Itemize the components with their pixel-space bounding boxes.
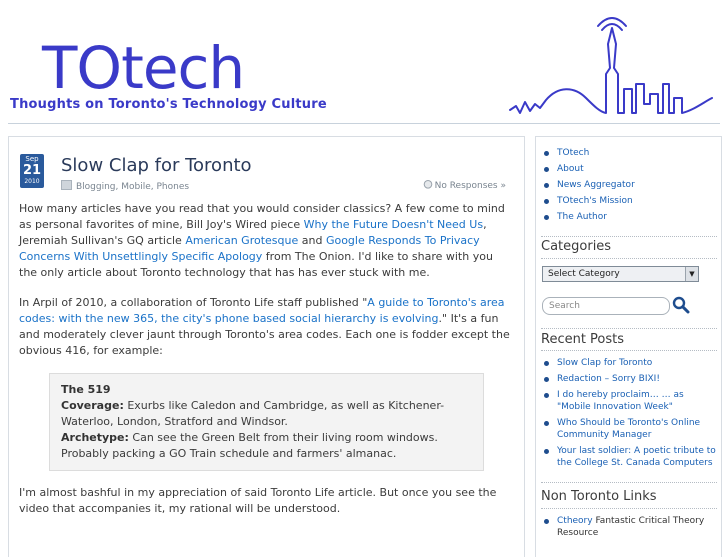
quote-coverage: Exurbs like Caledon and Cambridge, as well as Kitchener-Waterloo, London, Stratford and Windsor. [61,399,445,428]
responses-link[interactable]: No Responses » [434,181,506,191]
page-item [536,147,721,159]
category-select[interactable]: Select Category ▼ [542,266,699,282]
paragraph-2: In Arpil of 2010, a collaboration of Toronto Life staff published "A guide to Toronto's area codes: with the new 365, the city's phone based social hierarchy is evolving." It's a fun and moderately clever jaunt through Toronto's area codes. Each one is fodder except the obvious 416, for example: [19,296,510,357]
blockquote [49,373,484,471]
recent-post-link[interactable]: Your last soldier: A poetic tribute to the College St. Canada Computers [557,446,716,468]
recent-post-item [536,357,716,369]
post-date-month: Sep [25,155,39,163]
post-categories [61,180,189,192]
sidebar [535,136,722,557]
site-tagline: Thoughts on Toronto's Technology Culture [10,97,327,112]
post-date-year: 2010 [24,178,40,185]
site-logo[interactable]: TOtech [42,34,245,102]
widget-divider [541,482,717,484]
widget-divider [541,258,717,260]
recent-posts-list [536,357,716,473]
header-divider [8,123,720,124]
ctheory-desc: Fantastic Critical Theory Resource [557,516,705,538]
link-american-grotesque[interactable]: American Grotesque [185,234,299,247]
widget-divider [541,350,717,352]
page-link[interactable]: TOtech's Mission [557,196,633,206]
page-link[interactable]: News Aggregator [557,180,635,190]
post-date-day: 21 [22,163,42,178]
chevron-down-icon: ▼ [685,267,698,281]
page-link[interactable]: TOtech [557,148,590,158]
post-title[interactable]: Slow Clap for Toronto [61,155,252,176]
toronto-skyline-icon [508,14,716,118]
quote-heading: The 519 [61,383,111,396]
post-responses [423,180,506,191]
page-link[interactable]: The Author [557,212,607,222]
link-future[interactable]: Why the Future Doesn't Need Us [303,218,484,231]
post-article [8,136,525,557]
search-input[interactable]: Search [542,297,670,315]
page-item [536,195,721,207]
quote-archetype-label: Archetype: [61,431,129,444]
recent-post-link[interactable]: I do hereby proclaim… … as "Mobile Innovation Week" [557,390,684,412]
ctheory-link[interactable]: Ctheory [557,516,593,526]
post-date-badge [20,154,44,188]
links-list [536,515,716,543]
paragraph-3: I'm almost bashful in my appreciation of said Toronto Life article. But once you see the video that accompanies it, my rational will be understood. [19,486,497,515]
quote-archetype: Can see the Green Belt from their living room windows. Probably packing a GO Train schedule and farmers' almanac. [61,431,438,460]
search-icon[interactable] [672,296,690,314]
recent-post-item [536,389,716,413]
pages-list [536,147,721,227]
comment-icon [423,180,433,189]
widget-divider [541,508,717,510]
page-item [536,179,721,191]
page-item [536,211,721,223]
page-link[interactable]: About [557,164,584,174]
site-header [0,0,727,126]
post-body [19,201,514,531]
recent-post-link[interactable]: Redaction – Sorry BIXI! [557,374,660,384]
categories-title: Categories [541,239,612,254]
recent-post-link[interactable]: Who Should be Toronto's Online Community Manager [557,418,701,440]
link-google-apology[interactable]: Google Responds To Privacy Concerns With Unsettlingly Specific Apology [19,234,480,263]
recent-post-item [536,373,716,385]
recent-post-link[interactable]: Slow Clap for Toronto [557,358,653,368]
recent-post-item [536,417,716,441]
quote-coverage-label: Coverage: [61,399,124,412]
widget-divider [541,328,717,330]
non-toronto-links-title: Non Toronto Links [541,489,657,504]
paragraph-1: How many articles have you read that you would consider classics? A few come to mind as personal favorites of mine, Bill Joy's Wired piece Why the Future Doesn't Need Us, Jeremiah Sullivan's GQ article American Grotesque and Google Responds To Privacy Concerns With Unsettlingly Specific Apology from The Onion. I'd like to share with you the only article about Toronto technology that has has ever stuck with me. [19,202,505,279]
link-area-codes[interactable]: A guide to Toronto's area codes: with the new 365, the city's phone based social hierarchy is evolving [19,296,505,325]
post-categories-text[interactable]: Blogging, Mobile, Phones [76,182,190,192]
link-item [536,515,716,539]
folder-icon [61,180,72,190]
widget-divider [541,236,717,238]
recent-post-item [536,445,716,469]
recent-posts-title: Recent Posts [541,332,625,347]
page-item [536,163,721,175]
